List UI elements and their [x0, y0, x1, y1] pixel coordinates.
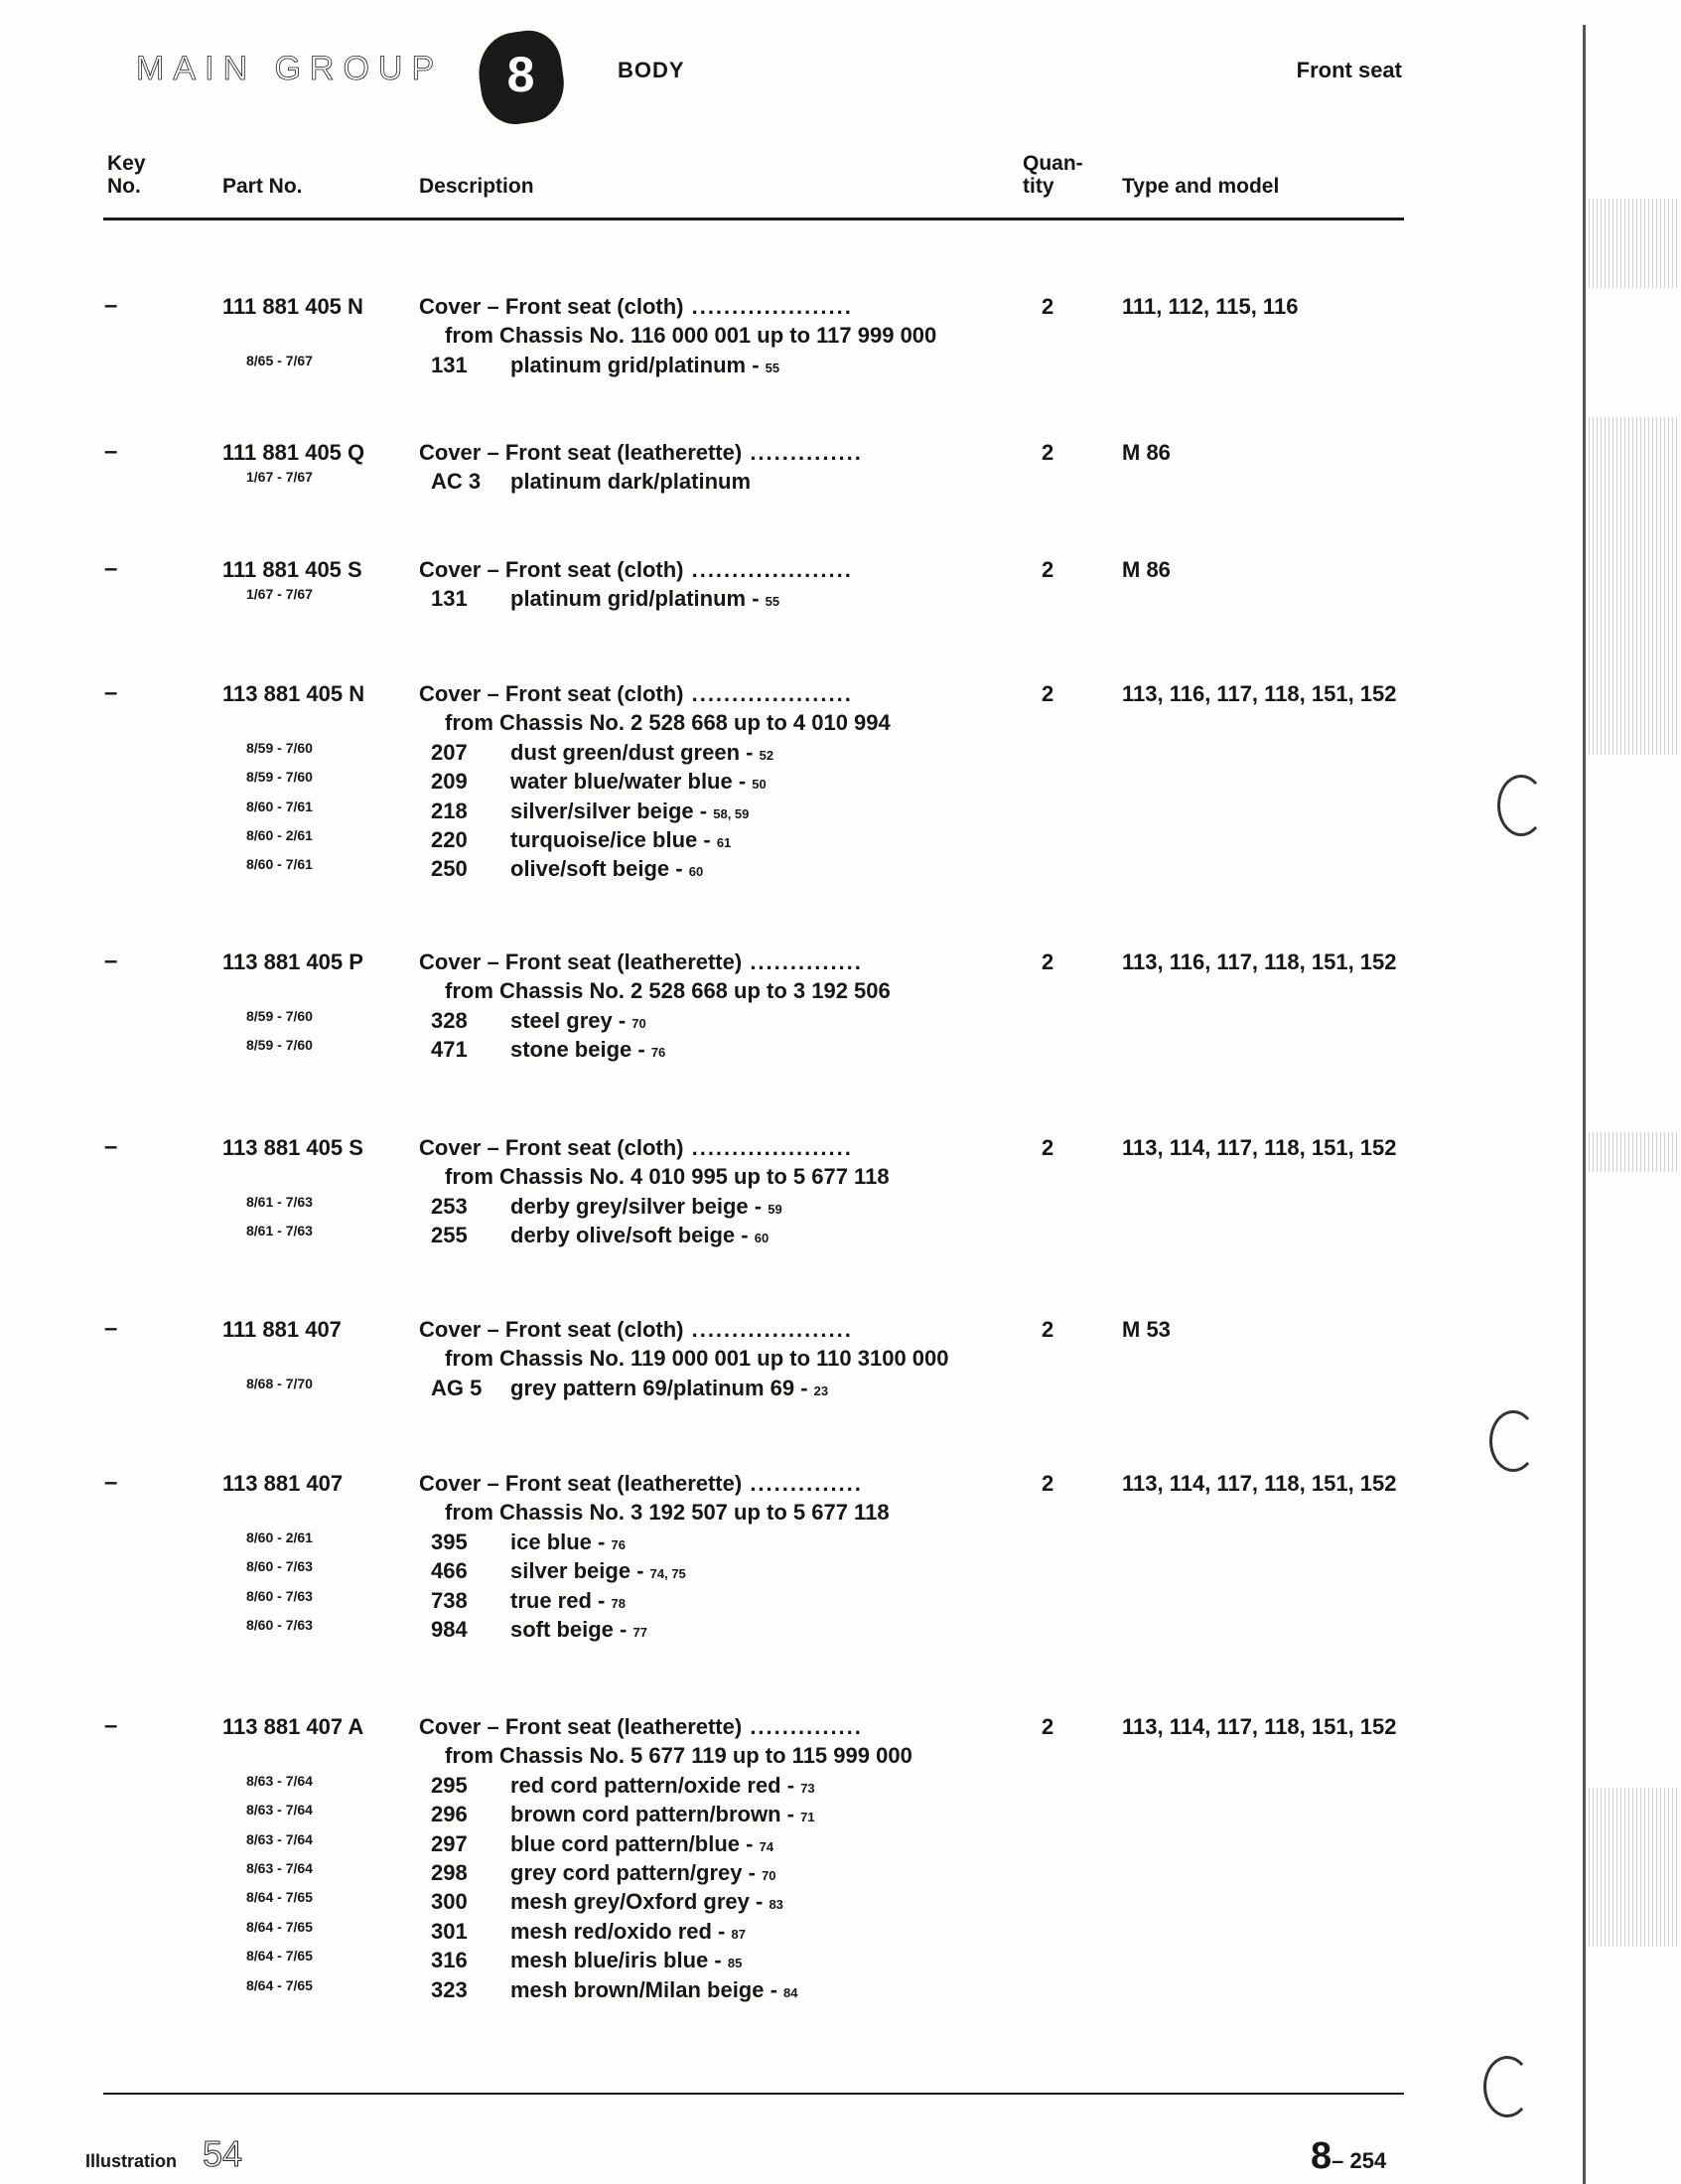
- production-dates: 8/61 - 7/63: [246, 1223, 313, 1239]
- color-name: [510, 1889, 783, 1915]
- description-text: Cover – Front seat (leatherette): [419, 440, 743, 465]
- color-ref: 60: [688, 864, 704, 880]
- part-description: [419, 557, 853, 583]
- color-code: 209: [431, 769, 468, 795]
- color-code: AC 3: [431, 469, 482, 495]
- quantity: 2: [1042, 1471, 1054, 1496]
- color-name: [510, 353, 779, 378]
- color-ref: 71: [800, 1810, 815, 1825]
- color-name-text: dust green/dust green -: [510, 739, 754, 765]
- production-dates: 8/59 - 7/60: [246, 739, 313, 756]
- color-name: [510, 1802, 815, 1827]
- key-no: –: [104, 1469, 118, 1496]
- color-code: 984: [431, 1617, 468, 1642]
- binder-texture: [1589, 1788, 1678, 1947]
- color-name-text: derby grey/silver beige -: [510, 1193, 763, 1219]
- color-code: 297: [431, 1830, 468, 1856]
- color-name-text: platinum grid/platinum -: [510, 352, 760, 377]
- production-dates: 8/60 - 7/61: [246, 798, 313, 814]
- part-description: [419, 1471, 863, 1497]
- part-description: [419, 949, 863, 975]
- color-ref: 76: [650, 1045, 666, 1061]
- column-header-type-model: Type and model: [1122, 175, 1280, 198]
- color-name: [510, 1008, 646, 1034]
- production-dates: 1/67 - 7/67: [246, 586, 313, 603]
- part-number: 113 881 405 N: [222, 681, 365, 706]
- production-dates: 8/63 - 7/64: [246, 1802, 313, 1819]
- color-ref: 70: [631, 1015, 646, 1031]
- production-dates: 8/60 - 7/63: [246, 1617, 313, 1633]
- color-name-text: platinum dark/platinum: [510, 469, 752, 495]
- color-name-text: mesh grey/Oxford grey -: [510, 1889, 764, 1915]
- description-text: Cover – Front seat (leatherette): [419, 1471, 743, 1496]
- color-code: 295: [431, 1772, 468, 1798]
- color-name-text: blue cord pattern/blue -: [510, 1830, 754, 1856]
- production-dates: 8/68 - 7/70: [246, 1375, 313, 1391]
- production-dates: 8/63 - 7/64: [246, 1860, 313, 1876]
- chassis-range: from Chassis No. 3 192 507 up to 5 677 118: [445, 1500, 890, 1526]
- color-name-text: grey pattern 69/platinum 69 -: [510, 1375, 808, 1400]
- section-title: Front seat: [1296, 58, 1402, 82]
- part-number: 111 881 405 N: [222, 294, 363, 319]
- color-ref: 76: [611, 1536, 626, 1552]
- color-name-text: brown cord pattern/brown -: [510, 1802, 794, 1827]
- key-no: –: [104, 679, 118, 706]
- part-number: 113 881 405 S: [222, 1135, 363, 1160]
- color-ref: 74: [759, 1838, 774, 1854]
- chassis-range: from Chassis No. 5 677 119 up to 115 999 000: [445, 1743, 912, 1769]
- quantity: 2: [1042, 1714, 1054, 1739]
- color-code: 738: [431, 1587, 468, 1613]
- chassis-range: from Chassis No. 2 528 668 up to 3 192 506: [445, 978, 891, 1004]
- color-name-text: red cord pattern/oxide red -: [510, 1772, 795, 1798]
- production-dates: 8/59 - 7/60: [246, 1007, 313, 1024]
- type-model: 113, 114, 117, 118, 151, 152: [1122, 1714, 1397, 1739]
- quantity: 2: [1042, 557, 1054, 582]
- color-ref: 55: [765, 360, 780, 375]
- binder-texture: [1589, 1132, 1678, 1172]
- key-no: –: [104, 555, 118, 582]
- page-number-sub: – 254: [1331, 2148, 1387, 2173]
- leader-dots: ....................: [683, 294, 853, 319]
- color-name: [510, 1376, 828, 1401]
- column-header-part-no: Part No.: [222, 175, 303, 198]
- group-number-badge: [474, 27, 569, 129]
- color-name: [510, 469, 751, 495]
- part-number: 113 881 407 A: [222, 1714, 364, 1739]
- color-name-text: grey cord pattern/grey -: [510, 1860, 756, 1885]
- type-model: 113, 114, 117, 118, 151, 152: [1122, 1135, 1397, 1160]
- key-no: –: [104, 438, 118, 465]
- part-number: 113 881 407: [222, 1471, 344, 1496]
- leader-dots: ..............: [742, 440, 863, 465]
- type-model: 113, 116, 117, 118, 151, 152: [1122, 949, 1397, 974]
- color-name-text: platinum grid/platinum -: [510, 586, 760, 612]
- leader-dots: ....................: [683, 557, 853, 582]
- color-name-text: mesh brown/Milan beige -: [510, 1976, 777, 2002]
- type-model: 113, 114, 117, 118, 151, 152: [1122, 1471, 1397, 1496]
- key-no: –: [104, 1315, 118, 1342]
- description-text: Cover – Front seat (cloth): [419, 1135, 684, 1160]
- binder-texture: [1589, 199, 1678, 288]
- production-dates: 8/63 - 7/64: [246, 1772, 313, 1789]
- production-dates: 8/60 - 7/63: [246, 1587, 313, 1604]
- color-name: [510, 586, 779, 612]
- color-code: 328: [431, 1007, 468, 1033]
- color-name: [510, 1558, 686, 1584]
- color-name-text: olive/soft beige -: [510, 856, 683, 882]
- binder-texture: [1589, 417, 1678, 755]
- description-text: Cover – Front seat (cloth): [419, 681, 684, 706]
- color-ref: 60: [754, 1231, 770, 1246]
- group-number: 8: [506, 47, 535, 103]
- color-name: [510, 1977, 798, 2003]
- color-ref: 78: [611, 1595, 626, 1611]
- color-code: 471: [431, 1037, 468, 1063]
- production-dates: 8/59 - 7/60: [246, 769, 313, 786]
- color-code: 296: [431, 1802, 468, 1827]
- production-dates: 8/59 - 7/60: [246, 1037, 313, 1054]
- part-description: [419, 1317, 853, 1343]
- chassis-range: from Chassis No. 119 000 001 up to 110 3100 000: [445, 1346, 949, 1372]
- color-code: 220: [431, 827, 468, 852]
- color-code: 253: [431, 1193, 468, 1219]
- chassis-range: from Chassis No. 2 528 668 up to 4 010 994: [445, 710, 891, 736]
- key-no: –: [104, 292, 118, 319]
- color-name-text: turquoise/ice blue -: [510, 827, 711, 852]
- part-number: 111 881 407: [222, 1317, 342, 1342]
- color-code: 466: [431, 1558, 468, 1584]
- color-name-text: mesh blue/iris blue -: [510, 1948, 722, 1973]
- description-text: Cover – Front seat (cloth): [419, 557, 684, 582]
- part-description: [419, 1135, 853, 1161]
- page-number-main: 8: [1311, 2135, 1332, 2177]
- column-header-description: Description: [419, 175, 534, 198]
- production-dates: 8/64 - 7/65: [246, 1889, 313, 1906]
- color-ref: 77: [632, 1625, 647, 1640]
- color-name: [510, 1037, 665, 1063]
- color-name: [510, 1919, 746, 1945]
- description-text: Cover – Front seat (cloth): [419, 294, 684, 319]
- color-ref: 61: [716, 835, 732, 850]
- quantity: 2: [1042, 1317, 1054, 1342]
- production-dates: 8/63 - 7/64: [246, 1830, 313, 1847]
- leader-dots: ..............: [742, 949, 863, 974]
- color-code: 255: [431, 1223, 468, 1248]
- part-description: [419, 1714, 863, 1740]
- quantity: 2: [1042, 294, 1054, 319]
- main-group-heading: MAIN GROUP: [136, 50, 444, 87]
- footer-rule: [103, 2093, 1404, 2095]
- color-name-text: steel grey -: [510, 1007, 627, 1033]
- leader-dots: ....................: [683, 681, 853, 706]
- color-name: [510, 1831, 773, 1857]
- quantity: 2: [1042, 949, 1054, 974]
- color-ref: 23: [813, 1383, 829, 1398]
- illustration-label: Illustration: [85, 2151, 178, 2171]
- color-name-text: mesh red/oxido red -: [510, 1918, 726, 1944]
- production-dates: 8/60 - 7/61: [246, 856, 313, 873]
- color-name: [510, 1223, 769, 1248]
- color-name-text: ice blue -: [510, 1529, 606, 1554]
- production-dates: 8/60 - 2/61: [246, 1529, 313, 1545]
- key-no: –: [104, 1133, 118, 1160]
- production-dates: 8/65 - 7/67: [246, 352, 313, 368]
- group-name: BODY: [618, 58, 685, 82]
- type-model: M 86: [1122, 440, 1171, 465]
- production-dates: 8/60 - 2/61: [246, 827, 313, 843]
- chassis-range: from Chassis No. 4 010 995 up to 5 677 118: [445, 1164, 890, 1190]
- color-name-text: derby olive/soft beige -: [510, 1223, 749, 1248]
- production-dates: 8/64 - 7/65: [246, 1948, 313, 1965]
- leader-dots: ..............: [742, 1714, 863, 1739]
- color-name-text: silver beige -: [510, 1558, 644, 1584]
- quantity: 2: [1042, 681, 1054, 706]
- quantity: 2: [1042, 440, 1054, 465]
- color-name: [510, 1617, 647, 1643]
- production-dates: 8/64 - 7/65: [246, 1918, 313, 1935]
- color-ref: 52: [759, 747, 774, 763]
- color-name-text: soft beige -: [510, 1617, 628, 1642]
- description-text: Cover – Front seat (leatherette): [419, 949, 743, 974]
- color-name: [510, 769, 767, 795]
- part-description: [419, 440, 863, 466]
- quantity: 2: [1042, 1135, 1054, 1160]
- color-name: [510, 1529, 626, 1555]
- color-name: [510, 856, 703, 882]
- color-name: [510, 799, 749, 824]
- binder-edge: [1583, 25, 1586, 2184]
- illustration-number: 54: [203, 2133, 243, 2174]
- description-text: Cover – Front seat (cloth): [419, 1317, 684, 1342]
- color-code: 323: [431, 1976, 468, 2002]
- color-name-text: silver/silver beige -: [510, 798, 708, 823]
- part-description: [419, 294, 853, 320]
- color-ref: 58, 59: [713, 805, 750, 821]
- color-code: 300: [431, 1889, 468, 1915]
- color-code: 207: [431, 739, 468, 765]
- punch-hole: [1489, 1410, 1537, 1472]
- production-dates: 8/64 - 7/65: [246, 1976, 313, 1993]
- color-name-text: stone beige -: [510, 1037, 645, 1063]
- color-ref: 83: [769, 1897, 783, 1913]
- description-text: Cover – Front seat (leatherette): [419, 1714, 743, 1739]
- color-name-text: water blue/water blue -: [510, 769, 747, 795]
- color-code: AG 5: [431, 1375, 483, 1400]
- color-ref: 70: [762, 1868, 776, 1883]
- color-code: 298: [431, 1860, 468, 1885]
- chassis-range: from Chassis No. 116 000 001 up to 117 999 000: [445, 323, 937, 349]
- color-name: [510, 1860, 776, 1886]
- key-no: –: [104, 1712, 118, 1739]
- leader-dots: ..............: [742, 1471, 863, 1496]
- part-number: 111 881 405 S: [222, 557, 362, 582]
- color-code: 131: [431, 586, 468, 612]
- color-name: [510, 827, 731, 853]
- type-model: 111, 112, 115, 116: [1122, 294, 1299, 319]
- production-dates: 8/60 - 7/63: [246, 1558, 313, 1575]
- color-name: [510, 740, 773, 766]
- color-name: [510, 1194, 782, 1220]
- color-code: 218: [431, 798, 468, 823]
- color-name: [510, 1948, 742, 1973]
- type-model: M 53: [1122, 1317, 1171, 1342]
- color-code: 250: [431, 856, 468, 882]
- page-number: [1311, 2135, 1386, 2178]
- color-code: 301: [431, 1918, 468, 1944]
- header-rule: [103, 218, 1404, 220]
- part-description: [419, 681, 853, 707]
- key-no: –: [104, 947, 118, 974]
- color-ref: 87: [731, 1926, 746, 1942]
- color-code: 395: [431, 1529, 468, 1554]
- column-header-key-no: Key No.: [107, 152, 146, 198]
- type-model: M 86: [1122, 557, 1171, 582]
- punch-hole: [1497, 775, 1545, 836]
- color-code: 316: [431, 1948, 468, 1973]
- leader-dots: ....................: [683, 1317, 853, 1342]
- color-name: [510, 1588, 626, 1614]
- production-dates: 8/61 - 7/63: [246, 1193, 313, 1210]
- column-header-quantity: Quan- tity: [1023, 152, 1083, 198]
- color-ref: 74, 75: [649, 1566, 686, 1582]
- color-ref: 59: [768, 1201, 782, 1217]
- part-number: 111 881 405 Q: [222, 440, 365, 465]
- color-code: 131: [431, 352, 468, 377]
- production-dates: 1/67 - 7/67: [246, 469, 313, 486]
- color-ref: 55: [765, 594, 780, 610]
- color-ref: 50: [752, 777, 767, 793]
- color-ref: 73: [800, 1780, 815, 1796]
- color-ref: 85: [727, 1956, 743, 1971]
- color-ref: 84: [783, 1984, 798, 2000]
- type-model: 113, 116, 117, 118, 151, 152: [1122, 681, 1397, 706]
- color-name: [510, 1773, 815, 1799]
- part-number: 113 881 405 P: [222, 949, 363, 974]
- color-name-text: true red -: [510, 1587, 606, 1613]
- leader-dots: ....................: [683, 1135, 853, 1160]
- punch-hole: [1483, 2056, 1531, 2117]
